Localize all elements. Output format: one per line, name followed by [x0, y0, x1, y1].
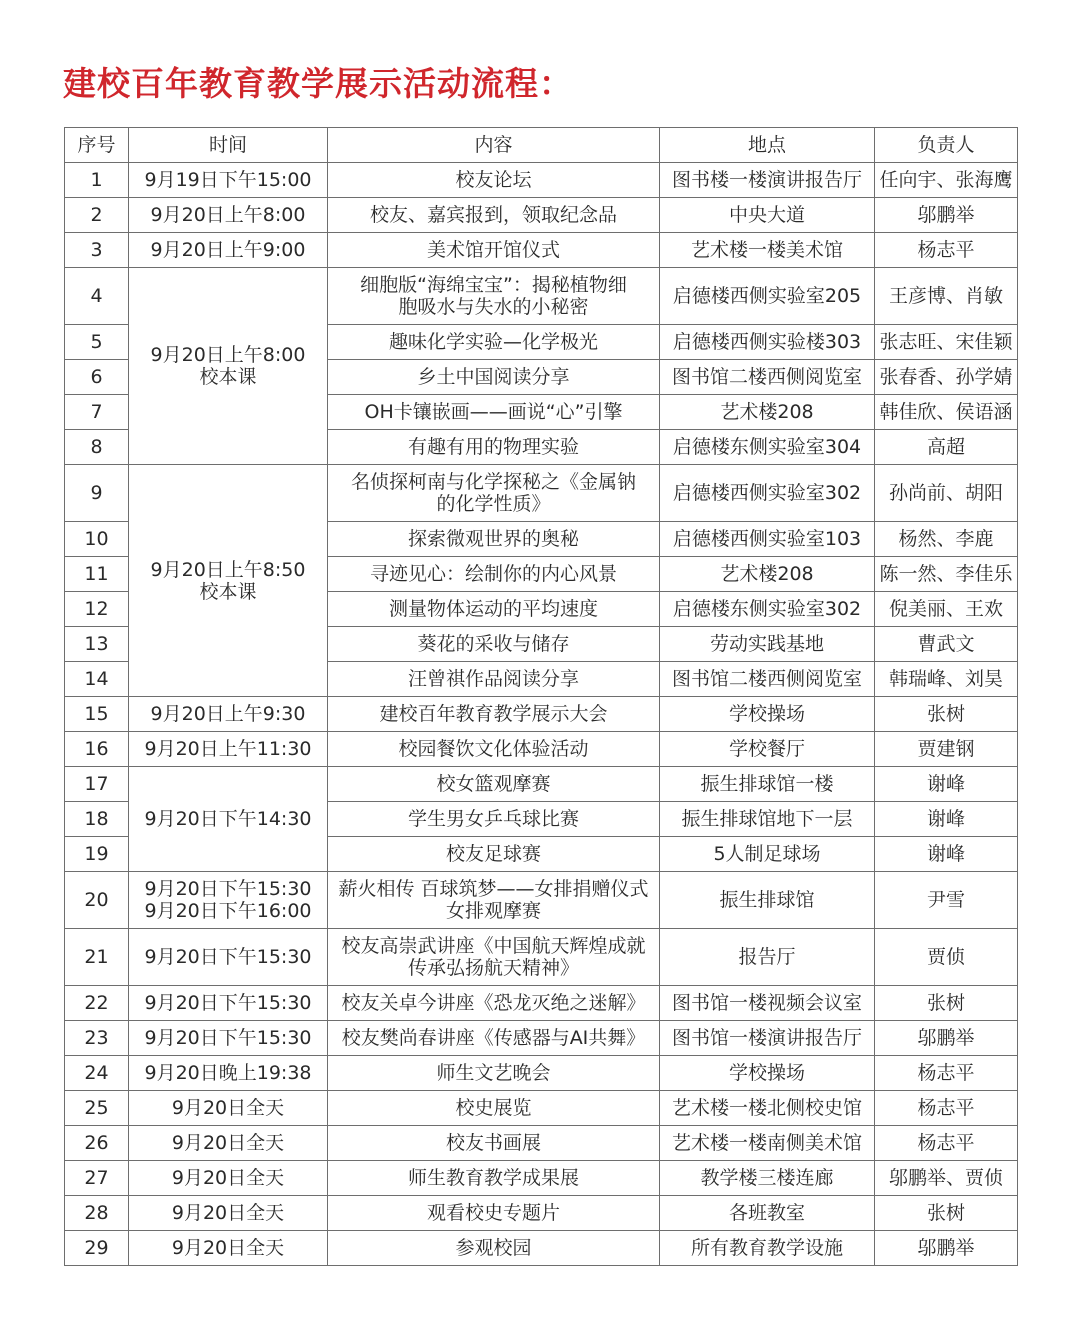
cell-content: 测量物体运动的平均速度: [328, 592, 660, 627]
cell-no: 6: [65, 360, 129, 395]
table-row: [65, 198, 1018, 233]
cell-content: 有趣有用的物理实验: [328, 430, 660, 465]
cell-place: 学校操场: [660, 1056, 875, 1091]
cell-time: 9月20日下午15:30: [129, 929, 328, 986]
cell-content: 校史展览: [328, 1091, 660, 1126]
cell-person: 张志旺、宋佳颖: [875, 325, 1018, 360]
cell-no: 25: [65, 1091, 129, 1126]
cell-content: 葵花的采收与储存: [328, 627, 660, 662]
cell-time: 9月20日下午15:30: [129, 1021, 328, 1056]
table-row: [65, 732, 1018, 767]
cell-place: 劳动实践基地: [660, 627, 875, 662]
cell-person: 杨志平: [875, 1091, 1018, 1126]
cell-no: 10: [65, 522, 129, 557]
cell-no: 20: [65, 872, 129, 929]
table-row: [65, 1196, 1018, 1231]
cell-no: 11: [65, 557, 129, 592]
cell-place: 启德楼东侧实验室304: [660, 430, 875, 465]
cell-content: 探索微观世界的奥秘: [328, 522, 660, 557]
cell-time: 9月20日上午8:00 校本课: [129, 268, 328, 465]
cell-time: 9月20日晚上19:38: [129, 1056, 328, 1091]
cell-place: 启德楼西侧实验室302: [660, 465, 875, 522]
cell-person: 任向宇、张海鹰: [875, 163, 1018, 198]
cell-no: 18: [65, 802, 129, 837]
cell-person: 邬鹏举: [875, 198, 1018, 233]
cell-place: 振生排球馆一楼: [660, 767, 875, 802]
cell-content: 细胞版“海绵宝宝”：揭秘植物细 胞吸水与失水的小秘密: [328, 268, 660, 325]
cell-content: 校友足球赛: [328, 837, 660, 872]
cell-time: 9月20日上午11:30: [129, 732, 328, 767]
schedule-body: [65, 163, 1018, 1266]
schedule-table: [64, 127, 1018, 1266]
cell-no: 1: [65, 163, 129, 198]
cell-place: 启德楼西侧实验楼303: [660, 325, 875, 360]
cell-content: 校友樊尚春讲座《传感器与AI共舞》: [328, 1021, 660, 1056]
cell-place: 学校餐厅: [660, 732, 875, 767]
cell-content: 校友论坛: [328, 163, 660, 198]
table-row: [65, 1021, 1018, 1056]
cell-content: 名侦探柯南与化学探秘之《金属钠 的化学性质》: [328, 465, 660, 522]
cell-content: 校友、嘉宾报到，领取纪念品: [328, 198, 660, 233]
cell-no: 3: [65, 233, 129, 268]
cell-person: 高超: [875, 430, 1018, 465]
cell-content: 校园餐饮文化体验活动: [328, 732, 660, 767]
cell-no: 16: [65, 732, 129, 767]
cell-time: 9月20日全天: [129, 1126, 328, 1161]
table-row: [65, 1231, 1018, 1266]
cell-time: 9月20日下午15:30 9月20日下午16:00: [129, 872, 328, 929]
cell-no: 29: [65, 1231, 129, 1266]
table-row: [65, 1091, 1018, 1126]
cell-place: 5人制足球场: [660, 837, 875, 872]
cell-person: 张树: [875, 1196, 1018, 1231]
cell-no: 4: [65, 268, 129, 325]
cell-no: 2: [65, 198, 129, 233]
cell-person: 韩瑞峰、刘昊: [875, 662, 1018, 697]
cell-no: 22: [65, 986, 129, 1021]
cell-time: 9月20日全天: [129, 1231, 328, 1266]
cell-no: 7: [65, 395, 129, 430]
cell-content: 师生教育教学成果展: [328, 1161, 660, 1196]
cell-place: 启德楼东侧实验室302: [660, 592, 875, 627]
cell-person: 曹武文: [875, 627, 1018, 662]
cell-content: 汪曾祺作品阅读分享: [328, 662, 660, 697]
page-title: 建校百年教育教学展示活动流程：: [63, 64, 573, 103]
cell-content: 学生男女乒乓球比赛: [328, 802, 660, 837]
table-row: [65, 163, 1018, 198]
header-place: 地点: [660, 128, 875, 163]
cell-content: 校友高崇武讲座《中国航天辉煌成就 传承弘扬航天精神》: [328, 929, 660, 986]
header-row: [65, 128, 1018, 163]
header-no: 序号: [65, 128, 129, 163]
cell-content: 建校百年教育教学展示大会: [328, 697, 660, 732]
cell-no: 15: [65, 697, 129, 732]
cell-time: 9月20日下午15:30: [129, 986, 328, 1021]
table-row: [65, 986, 1018, 1021]
cell-person: 邬鹏举: [875, 1021, 1018, 1056]
cell-place: 所有教育教学设施: [660, 1231, 875, 1266]
cell-place: 艺术楼208: [660, 557, 875, 592]
cell-no: 12: [65, 592, 129, 627]
cell-content: 趣味化学实验—化学极光: [328, 325, 660, 360]
cell-content: 校女篮观摩赛: [328, 767, 660, 802]
cell-content: 校友关卓今讲座《恐龙灭绝之迷解》: [328, 986, 660, 1021]
cell-place: 艺术楼一楼美术馆: [660, 233, 875, 268]
table-row: [65, 1056, 1018, 1091]
cell-person: 王彦博、肖敏: [875, 268, 1018, 325]
cell-place: 图书馆一楼演讲报告厅: [660, 1021, 875, 1056]
cell-no: 28: [65, 1196, 129, 1231]
cell-time: 9月20日全天: [129, 1196, 328, 1231]
header-content: 内容: [328, 128, 660, 163]
cell-person: 杨志平: [875, 1056, 1018, 1091]
cell-place: 启德楼西侧实验室205: [660, 268, 875, 325]
table-row: [65, 268, 1018, 325]
cell-place: 振生排球馆地下一层: [660, 802, 875, 837]
cell-no: 24: [65, 1056, 129, 1091]
cell-place: 学校操场: [660, 697, 875, 732]
table-row: [65, 233, 1018, 268]
table-row: [65, 872, 1018, 929]
cell-content: 参观校园: [328, 1231, 660, 1266]
cell-person: 韩佳欣、侯语涵: [875, 395, 1018, 430]
cell-no: 19: [65, 837, 129, 872]
cell-content: 寻迹见心：绘制你的内心风景: [328, 557, 660, 592]
cell-no: 26: [65, 1126, 129, 1161]
cell-place: 各班教室: [660, 1196, 875, 1231]
cell-time: 9月20日上午9:30: [129, 697, 328, 732]
cell-no: 8: [65, 430, 129, 465]
cell-person: 孙尚前、胡阳: [875, 465, 1018, 522]
cell-time: 9月20日全天: [129, 1091, 328, 1126]
cell-person: 贾侦: [875, 929, 1018, 986]
cell-content: 校友书画展: [328, 1126, 660, 1161]
cell-person: 贾建钢: [875, 732, 1018, 767]
cell-content: OH卡镶嵌画——画说“心”引擎: [328, 395, 660, 430]
cell-place: 图书馆二楼西侧阅览室: [660, 662, 875, 697]
cell-person: 邬鹏举: [875, 1231, 1018, 1266]
cell-place: 艺术楼一楼南侧美术馆: [660, 1126, 875, 1161]
cell-no: 21: [65, 929, 129, 986]
cell-time: 9月20日上午8:50 校本课: [129, 465, 328, 697]
cell-time: 9月20日上午9:00: [129, 233, 328, 268]
table-row: [65, 1161, 1018, 1196]
cell-no: 27: [65, 1161, 129, 1196]
cell-person: 张春香、孙学婧: [875, 360, 1018, 395]
cell-content: 乡土中国阅读分享: [328, 360, 660, 395]
cell-place: 振生排球馆: [660, 872, 875, 929]
cell-no: 14: [65, 662, 129, 697]
cell-no: 23: [65, 1021, 129, 1056]
cell-place: 图书楼一楼演讲报告厅: [660, 163, 875, 198]
cell-time: 9月20日上午8:00: [129, 198, 328, 233]
cell-place: 启德楼西侧实验室103: [660, 522, 875, 557]
cell-place: 中央大道: [660, 198, 875, 233]
cell-no: 9: [65, 465, 129, 522]
cell-content: 薪火相传 百球筑梦——女排捐赠仪式 女排观摩赛: [328, 872, 660, 929]
table-row: [65, 1126, 1018, 1161]
cell-place: 图书馆一楼视频会议室: [660, 986, 875, 1021]
cell-person: 邬鹏举、贾侦: [875, 1161, 1018, 1196]
cell-person: 谢峰: [875, 802, 1018, 837]
header-time: 时间: [129, 128, 328, 163]
cell-time: 9月20日全天: [129, 1161, 328, 1196]
cell-person: 张树: [875, 986, 1018, 1021]
cell-place: 艺术楼一楼北侧校史馆: [660, 1091, 875, 1126]
cell-person: 陈一然、李佳乐: [875, 557, 1018, 592]
cell-person: 张树: [875, 697, 1018, 732]
table-row: [65, 767, 1018, 802]
cell-place: 艺术楼208: [660, 395, 875, 430]
table-row: [65, 465, 1018, 522]
table-row: [65, 697, 1018, 732]
cell-person: 尹雪: [875, 872, 1018, 929]
cell-time: 9月19日下午15:00: [129, 163, 328, 198]
header-person: 负责人: [875, 128, 1018, 163]
cell-no: 13: [65, 627, 129, 662]
table-row: [65, 929, 1018, 986]
cell-no: 17: [65, 767, 129, 802]
cell-content: 师生文艺晚会: [328, 1056, 660, 1091]
cell-content: 观看校史专题片: [328, 1196, 660, 1231]
cell-content: 美术馆开馆仪式: [328, 233, 660, 268]
cell-person: 倪美丽、王欢: [875, 592, 1018, 627]
cell-person: 杨然、李鹿: [875, 522, 1018, 557]
cell-person: 杨志平: [875, 233, 1018, 268]
cell-time: 9月20日下午14:30: [129, 767, 328, 872]
cell-person: 谢峰: [875, 767, 1018, 802]
cell-person: 谢峰: [875, 837, 1018, 872]
cell-person: 杨志平: [875, 1126, 1018, 1161]
cell-place: 报告厅: [660, 929, 875, 986]
cell-no: 5: [65, 325, 129, 360]
cell-place: 图书馆二楼西侧阅览室: [660, 360, 875, 395]
cell-place: 教学楼三楼连廊: [660, 1161, 875, 1196]
